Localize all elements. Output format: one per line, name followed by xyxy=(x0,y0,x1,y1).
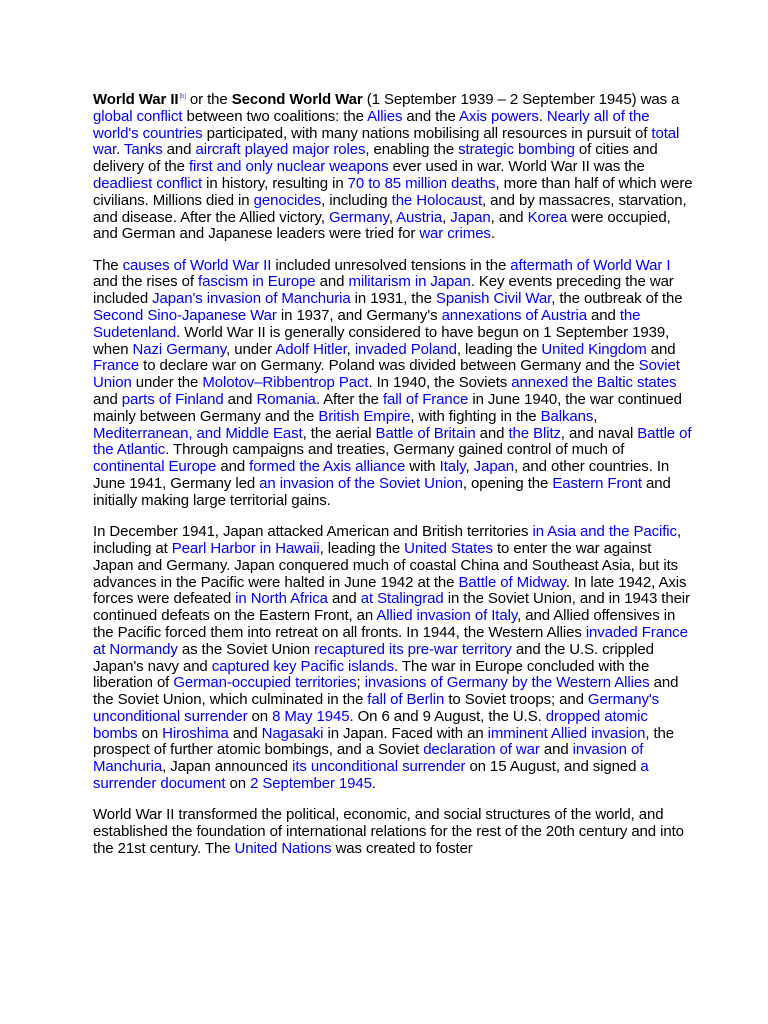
body-text: in Japan. Faced with an xyxy=(323,724,488,742)
article-link[interactable]: Japan xyxy=(473,458,515,476)
article-link[interactable]: the Holocaust xyxy=(391,191,483,209)
article-link[interactable]: 70 to 85 million deaths xyxy=(347,174,496,192)
body-text: and xyxy=(93,391,122,409)
body-text: were occupied, and German and Japanese leaders were tried for xyxy=(93,208,671,243)
article-link[interactable]: Tanks xyxy=(123,141,163,159)
body-text: between two coalitions: the xyxy=(182,107,368,125)
article-link[interactable]: annexations of Austria xyxy=(441,307,587,325)
body-text: , xyxy=(593,407,598,425)
body-text: to Soviet troops; and xyxy=(444,691,588,709)
article-link[interactable]: Romania xyxy=(256,391,316,409)
body-text: and xyxy=(475,424,509,442)
body-text: . On 6 and 9 August, the U.S. xyxy=(349,707,546,725)
article-link[interactable]: the Blitz xyxy=(508,424,561,442)
article-link[interactable]: captured key Pacific islands xyxy=(211,657,395,675)
article-link[interactable]: fall of Berlin xyxy=(367,691,445,709)
body-text: , xyxy=(442,208,451,226)
body-text: and the Soviet Union, which culminated in the xyxy=(93,674,679,709)
article-link[interactable]: an invasion of the Soviet Union xyxy=(259,475,463,493)
article-link[interactable]: invasion of Manchuria xyxy=(93,741,644,776)
body-text: in the Soviet Union, and in 1943 their continued defeats on the Eastern Front, an xyxy=(93,590,690,625)
body-text: . The war in Europe concluded with the liberation of xyxy=(93,657,650,692)
article-link[interactable]: Hiroshima xyxy=(162,724,229,742)
article-link[interactable]: a surrender document xyxy=(93,758,649,793)
article-link[interactable]: 2 September 1945 xyxy=(250,775,372,793)
body-text: and xyxy=(228,724,262,742)
article-link[interactable]: Japan's invasion of Manchuria xyxy=(152,290,351,308)
article-link[interactable]: Nearly all of the world's countries xyxy=(93,107,650,142)
article-link[interactable]: genocides xyxy=(253,191,322,209)
body-text: and xyxy=(315,273,349,291)
body-text: in 1931, the xyxy=(350,290,436,308)
body-text: , and xyxy=(490,208,528,226)
body-text: as the Soviet Union xyxy=(177,640,315,658)
article-link[interactable]: invaded France at Normandy xyxy=(93,623,688,658)
article-link[interactable]: France xyxy=(93,357,140,375)
body-text: , more than half of which were civilians. Millions died in xyxy=(93,174,693,209)
article-link[interactable]: Balkans xyxy=(540,407,594,425)
body-text: and xyxy=(162,141,196,159)
article-link[interactable]: Germany's unconditional surrender xyxy=(93,691,660,725)
body-text: on xyxy=(225,775,251,793)
article-link[interactable]: total war xyxy=(93,124,680,159)
paragraph-3 xyxy=(93,524,693,793)
body-text: participated, with many nations mobilising all resources in pursuit of xyxy=(202,124,652,142)
article-link[interactable]: deadliest conflict xyxy=(93,174,203,192)
article-link[interactable]: United Nations xyxy=(234,839,332,857)
body-text: or the xyxy=(185,91,232,108)
article-link[interactable]: Battle of Midway xyxy=(458,573,566,591)
article-link[interactable]: Allied invasion of Italy xyxy=(376,607,518,625)
body-text: . Key events preceding the war included xyxy=(93,273,674,308)
body-text: on xyxy=(247,707,273,725)
body-text: in 1937, and Germany's xyxy=(276,307,442,325)
body-text: and the rises of xyxy=(93,273,199,291)
body-text: with xyxy=(405,458,440,476)
body-text: . xyxy=(490,225,495,243)
body-text: was created to foster xyxy=(331,839,473,857)
article-link[interactable]: aftermath of World War I xyxy=(510,256,671,274)
article-link[interactable]: the Sudetenland xyxy=(93,307,641,341)
article-link[interactable]: Battle of the Atlantic xyxy=(93,424,692,459)
body-text: , xyxy=(388,208,397,226)
body-text: and xyxy=(539,741,573,759)
body-text: , the aerial xyxy=(302,424,376,442)
body-text: , and naval xyxy=(560,424,638,442)
article-link[interactable]: Molotov–Ribbentrop Pact xyxy=(202,374,369,392)
body-text: on 15 August, and signed xyxy=(465,758,641,776)
article-link[interactable]: causes of World War II xyxy=(122,256,272,274)
body-text: . In late 1942, Axis forces were defeated xyxy=(93,573,687,608)
paragraph-1 xyxy=(93,92,693,243)
article-link[interactable]: Nazi Germany xyxy=(132,340,227,358)
article-link[interactable]: strategic bombing xyxy=(458,141,575,159)
body-text: , including at xyxy=(93,523,682,557)
body-text: and xyxy=(223,391,257,409)
article-link[interactable]: British Empire xyxy=(318,407,411,425)
article-link[interactable]: Allies xyxy=(367,107,403,125)
article-link[interactable]: Nagasaki xyxy=(261,724,324,742)
body-text: , the outbreak of the xyxy=(551,290,683,308)
article-link[interactable]: militarism in Japan xyxy=(348,273,471,291)
article-link[interactable]: Germany xyxy=(328,208,389,226)
article-link[interactable]: formed the Axis alliance xyxy=(249,458,406,476)
body-text: World War II transformed the political, economic, and social structures of the world, and established the foundation of international relations for the rest of the 20th century and into the 21st century. The xyxy=(93,806,684,857)
article-link[interactable]: Japan xyxy=(450,208,491,226)
body-text: , xyxy=(465,458,474,476)
footnote-marker[interactable]: [b] xyxy=(179,94,186,100)
article-link[interactable]: Austria xyxy=(396,208,443,226)
body-text: . xyxy=(538,107,547,125)
body-text: and xyxy=(216,458,250,476)
body-text: , and other countries. In June 1941, Germany led xyxy=(93,458,670,493)
body-text: , the prospect of further atomic bombings, and a Soviet xyxy=(93,724,675,759)
body-text: . Through campaigns and treaties, Germany gained control of much of xyxy=(165,441,625,459)
body-text: in June 1940, the war continued mainly between Germany and the xyxy=(93,391,682,425)
article-link[interactable]: Axis powers xyxy=(459,107,539,125)
body-text: ; xyxy=(356,674,365,692)
article-link[interactable]: Soviet Union xyxy=(93,357,680,392)
article-link[interactable]: aircraft played major roles xyxy=(195,141,366,159)
body-text: , leading the xyxy=(319,539,405,557)
body-text: , and by massacres, starvation, and disease. After the Allied victory, xyxy=(93,191,687,226)
article-link[interactable]: Spanish Civil War xyxy=(435,290,552,308)
article-link[interactable]: Pearl Harbor in Hawaii xyxy=(171,539,320,557)
paragraph-2 xyxy=(93,258,693,510)
body-text: , enabling the xyxy=(365,141,459,159)
body-text: of cities and delivery of the xyxy=(93,141,658,176)
article-link[interactable]: in North Africa xyxy=(235,590,328,608)
document-body xyxy=(93,92,693,872)
article-link[interactable]: invasions of Germany by the Western Allies xyxy=(364,674,650,692)
body-text: . xyxy=(371,775,376,793)
article-link[interactable]: its unconditional surrender xyxy=(292,758,466,776)
body-text: on xyxy=(137,724,163,742)
body-text: (1 September 1939 – 2 September 1945) was a xyxy=(362,91,680,108)
body-text: . After the xyxy=(315,391,383,409)
article-link[interactable]: first and only nuclear weapons xyxy=(188,158,389,176)
article-link[interactable]: continental Europe xyxy=(93,458,217,476)
body-text: and the xyxy=(402,107,460,125)
body-text: , opening the xyxy=(462,475,553,493)
body-text: , Japan announced xyxy=(162,758,293,776)
body-text: , xyxy=(346,340,355,358)
article-link[interactable]: in Asia and the Pacific xyxy=(532,523,677,541)
body-text: and xyxy=(646,340,676,358)
paragraph-4 xyxy=(93,807,693,857)
body-text: included unresolved tensions in the xyxy=(271,256,511,274)
body-text: ever used in war. World War II was the xyxy=(388,158,645,176)
article-link[interactable]: Korea xyxy=(527,208,568,226)
body-text: and xyxy=(586,307,620,325)
article-link[interactable]: invaded Poland xyxy=(354,340,457,358)
article-link[interactable]: fascism in Europe xyxy=(198,273,316,291)
body-text: to declare war on Germany. Poland was divided between Germany and the xyxy=(139,357,639,375)
body-text: and the U.S. crippled Japan's navy and xyxy=(93,640,654,675)
article-link[interactable]: Adolf Hitler xyxy=(275,340,347,358)
article-link[interactable]: Eastern Front xyxy=(552,475,642,493)
article-link[interactable]: Mediterranean, and Middle East xyxy=(93,424,303,442)
article-link[interactable]: dropped atomic bombs xyxy=(93,707,648,742)
article-link[interactable]: Battle of Britain xyxy=(375,424,476,442)
body-text: . World War II is generally considered to have begun on 1 September 1939, when xyxy=(93,323,670,358)
body-text: , and Allied offensives in the Pacific forced them into retreat on all fronts. In 1944, the Western Allies xyxy=(93,607,676,641)
article-link[interactable]: parts of Finland xyxy=(121,391,224,409)
article-link[interactable]: declaration of war xyxy=(423,741,540,759)
article-link[interactable]: global conflict xyxy=(93,107,183,125)
body-text: in history, resulting in xyxy=(202,174,348,192)
body-text: and initially making large territorial gains. xyxy=(93,475,671,509)
article-link[interactable]: imminent Allied invasion xyxy=(487,724,646,742)
article-link[interactable]: Second Sino-Japanese War xyxy=(93,307,277,325)
body-text: and xyxy=(327,590,361,608)
article-link[interactable]: recaptured its pre-war territory xyxy=(314,640,512,658)
article-link[interactable]: United States xyxy=(404,539,493,557)
body-text: , leading the xyxy=(456,340,542,358)
article-link[interactable]: United Kingdom xyxy=(541,340,647,358)
article-link[interactable]: at Stalingrad xyxy=(360,590,444,608)
article-link[interactable]: fall of France xyxy=(382,391,469,409)
body-text: . In 1940, the Soviets xyxy=(368,374,512,392)
bold-term: World War II xyxy=(93,91,179,108)
body-text: to enter the war against Japan and Germany. Japan conquered much of coastal China and Southeast Asia, but its advances in the Pacific were halted in June 1942 at the xyxy=(93,539,679,591)
body-text: The xyxy=(93,256,123,274)
body-text: . xyxy=(116,141,124,159)
article-link[interactable]: annexed the Baltic states xyxy=(511,374,677,392)
body-text: In December 1941, Japan attacked American and British territories xyxy=(93,523,533,541)
article-link[interactable]: 8 May 1945 xyxy=(272,707,350,725)
body-text: under the xyxy=(131,374,203,392)
article-link[interactable]: war crimes xyxy=(419,225,491,243)
article-link[interactable]: Italy xyxy=(439,458,466,476)
bold-term: Second World War xyxy=(231,91,363,108)
body-text: , including xyxy=(321,191,392,209)
body-text: , with fighting in the xyxy=(410,407,541,425)
article-link[interactable]: German-occupied territories xyxy=(173,674,357,692)
body-text: , under xyxy=(226,340,276,358)
